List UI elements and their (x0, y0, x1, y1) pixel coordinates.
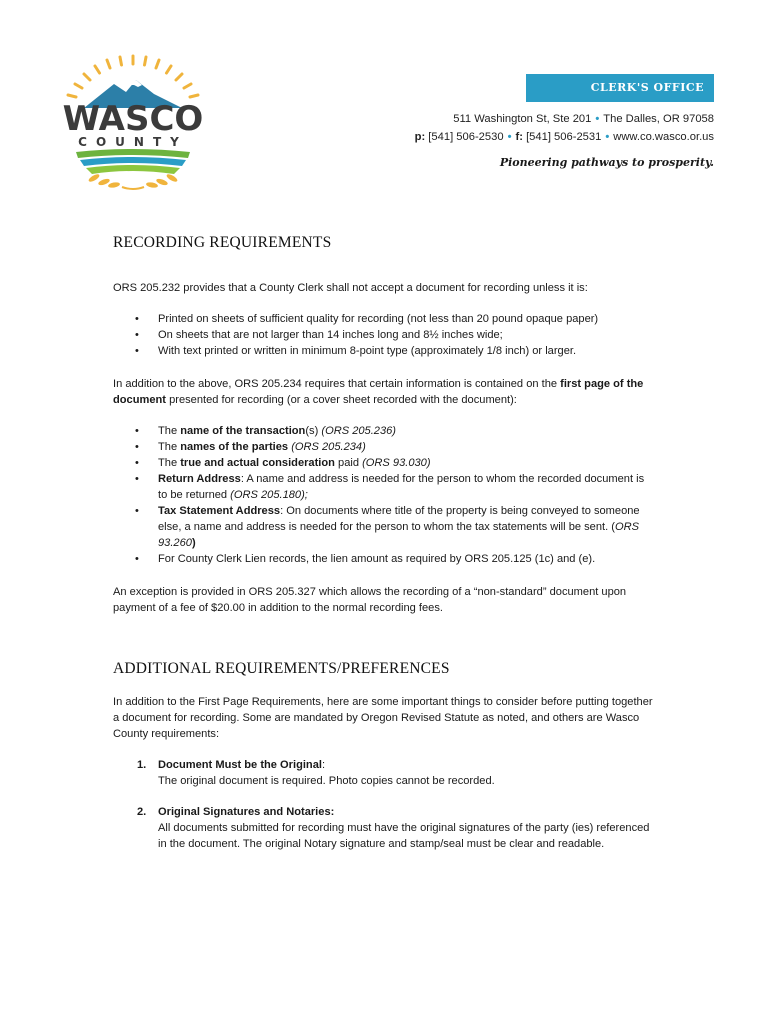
website-link[interactable]: www.co.wasco.or.us (613, 131, 714, 143)
slogan: Pioneering pathways to prosperity. (499, 156, 714, 169)
item-text: All documents submitted for recording must have the original signatures of the party (ies) referenced in the document. The original Notary signature and stamp/seal must be clear and readable. (158, 822, 650, 850)
item-text: : (321, 759, 326, 771)
fax-label: f: (515, 131, 523, 143)
additional-list-item-2 (113, 804, 653, 852)
item-text: The original document is required. Photo copies cannot be recorded. (158, 775, 495, 787)
item-citation: (ORS 205.234) (291, 441, 366, 453)
paper-requirements-list (113, 311, 653, 359)
item-citation: (ORS 93.030) (362, 457, 431, 469)
exception-paragraph (113, 584, 653, 616)
phone-number: [541] 506-2530 (428, 131, 504, 143)
item-citation: ORS 93.260 (158, 521, 639, 549)
first-page-paragraph (113, 376, 653, 408)
separator-dot-icon: • (605, 131, 610, 143)
paragraph-text: presented for recording (or a cover sheet recorded with the document): (166, 394, 517, 406)
item-text: (s) (305, 425, 322, 437)
list-item: • Printed on sheets of sufficient quality for recording (not less than 20 pound opaque paper) (113, 311, 653, 327)
logo-word-wasco: WASCO (62, 99, 204, 139)
item-text: The (158, 441, 181, 453)
separator-dot-icon: • (507, 131, 512, 143)
list-item (113, 804, 653, 852)
phone-label: p: (414, 131, 426, 143)
wasco-county-logo (54, 50, 212, 192)
intro-paragraph: ORS 205.232 provides that a County Clerk shall not accept a document for recording unless it is: (113, 282, 588, 294)
additional-intro (113, 694, 653, 742)
item-citation: (ORS 205.180); (230, 489, 308, 501)
additional-list-item-1 (113, 757, 653, 789)
item-bold: true and actual consideration (180, 457, 335, 469)
paragraph-text: In addition to the above, ORS 205.234 requires that certain information is contained on the (113, 378, 561, 390)
address-city: The Dalles, OR 97058 (603, 113, 714, 125)
item-bold: name of the transaction (180, 425, 306, 437)
item-bold: ) (191, 537, 196, 549)
recording-requirements-title-wrap (113, 234, 653, 252)
item-title: Original Signatures and Notaries: (158, 806, 335, 818)
clerks-office-banner: CLERK'S OFFICE (526, 74, 714, 102)
logo-word-county: COUNTY (78, 135, 188, 149)
paragraph-text: An exception is provided in ORS 205.327 which allows the recording of a “non-standard” document upon payment of a fee of $20.00 in addition to the normal recording fees. (113, 586, 627, 614)
contact-info (415, 131, 714, 143)
list-item (113, 455, 653, 471)
office-address (453, 113, 714, 125)
item-text: : On documents where title of the property is being conveyed to someone else, a name and address is needed for the person to whom the tax statements will be sent. ( (158, 505, 640, 533)
list-item (113, 471, 653, 503)
list-item: • On sheets that are not larger than 14 inches long and 8½ inches wide; (113, 327, 653, 343)
fields-icon (76, 149, 190, 174)
item-bold: Tax Statement Address (158, 505, 281, 517)
additional-requirements-title-wrap (113, 660, 653, 678)
item-text: : A name and address is needed for the person to whom the recorded document is to be returned (158, 473, 645, 501)
item-number: 1. (137, 759, 147, 771)
section-title-additional-requirements: ADDITIONAL REQUIREMENTS/PREFERENCES (113, 660, 450, 677)
item-text: For County Clerk Lien records, the lien amount as required by ORS 205.125 (1c) and (e). (158, 553, 596, 565)
item-text: The (158, 457, 181, 469)
item-text: paid (334, 457, 363, 469)
recording-intro (113, 280, 653, 296)
item-number: 2. (137, 806, 147, 818)
emphasis-first-page: first page of the document (113, 378, 644, 406)
list-item: • With text printed or written in minimum 8-point type (approximately 1/8 inch) or larger. (113, 343, 653, 359)
list-item (113, 551, 653, 567)
address-street: 511 Washington St, Ste 201 (453, 113, 592, 125)
list-item (113, 757, 653, 789)
list-item (113, 423, 653, 439)
wheat-icon (88, 173, 179, 189)
item-citation: (ORS 205.236) (321, 425, 396, 437)
first-page-requirements-list (113, 423, 653, 567)
intro-paragraph: In addition to the First Page Requirements, here are some important things to consider before putting together a document for recording. Some are mandated by Oregon Revised Statute as noted, and others are Wasco County requirements: (113, 696, 653, 740)
item-text: The (158, 425, 181, 437)
list-item (113, 503, 653, 551)
section-title-recording-requirements: RECORDING REQUIREMENTS (113, 234, 332, 251)
fax-number: [541] 506-2531 (526, 131, 602, 143)
item-bold: Return Address (158, 473, 241, 485)
list-item (113, 439, 653, 455)
separator-dot-icon: • (595, 113, 600, 125)
item-bold: names of the parties (180, 441, 289, 453)
item-title: Document Must be the Original (158, 759, 322, 771)
